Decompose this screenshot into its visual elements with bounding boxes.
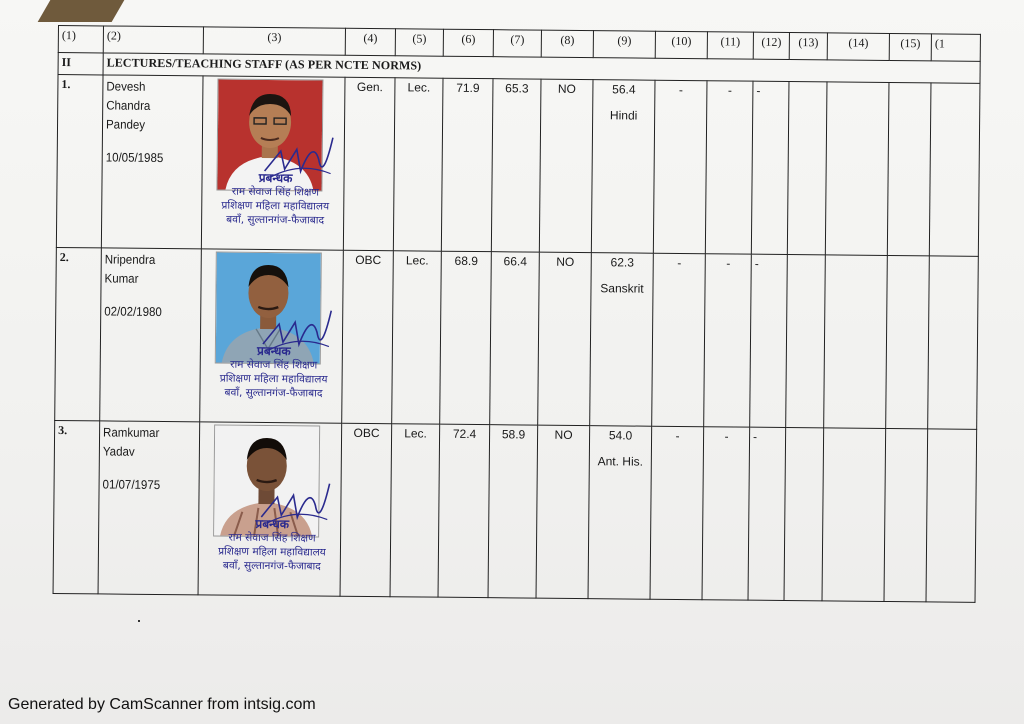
- manager-stamp: [210, 168, 341, 241]
- staff-name-last: Yadav: [102, 444, 135, 459]
- column-header: (4): [345, 28, 395, 55]
- col10-cell: -: [650, 426, 704, 599]
- staff-name-first: Ramkumar: [103, 425, 160, 440]
- scanner-footer: Generated by CamScanner from intsig.com: [8, 696, 316, 713]
- date-of-birth: 02/02/1980: [104, 304, 162, 320]
- stamp-line: प्रशिक्षण महिला महाविद्यालय: [219, 372, 328, 386]
- col7-cell: 58.9: [488, 425, 538, 598]
- staff-name-first: Devesh Chandra: [106, 79, 151, 113]
- manager-stamp: [208, 341, 339, 414]
- col9-score: 62.3: [610, 255, 634, 270]
- col7-cell: 65.3: [491, 79, 541, 252]
- table-row: [56, 75, 980, 257]
- empty-cell: [824, 255, 888, 429]
- serial-number: 3.: [53, 420, 100, 593]
- col12-cell: -: [751, 81, 789, 254]
- category-cell: OBC: [340, 423, 392, 596]
- stamp-line: बवाँ, सुल्तानगंज-फैजाबाद: [224, 386, 323, 400]
- stamp-title: प्रबन्धक: [258, 170, 293, 186]
- serial-number: 2.: [55, 247, 102, 420]
- category-cell: Gen.: [343, 77, 395, 250]
- column-header: (7): [493, 30, 541, 57]
- photo-cell: [200, 249, 344, 423]
- col9-cell: [588, 426, 652, 600]
- col9-subject: Ant. His.: [597, 454, 644, 469]
- section-number: II: [58, 53, 103, 75]
- col9-score: 56.4: [612, 82, 636, 97]
- stamp-line: प्रशिक्षण महिला महाविद्यालय: [221, 199, 330, 213]
- column-header: (13): [789, 33, 827, 60]
- col6-cell: 68.9: [440, 251, 492, 424]
- column-header: (3): [203, 27, 345, 55]
- column-header: (15): [889, 33, 931, 60]
- empty-cell: [929, 83, 980, 256]
- col7-cell: 66.4: [490, 252, 540, 425]
- signature-icon: [259, 304, 340, 365]
- photo-cell: [201, 76, 345, 250]
- empty-cell: [786, 255, 826, 428]
- name-cell: [101, 75, 203, 249]
- name-cell: [100, 248, 202, 422]
- column-header: (12): [753, 32, 789, 59]
- ink-dot: [138, 620, 140, 622]
- col12-cell: -: [750, 254, 788, 427]
- col6-cell: 71.9: [441, 78, 493, 251]
- stamp-title: प्रबन्धक: [255, 516, 290, 532]
- col9-score: 54.0: [608, 428, 633, 443]
- col9-cell: [591, 80, 655, 254]
- staff-name-first: Nripendra: [104, 252, 156, 267]
- table-row: [55, 247, 979, 429]
- page-corner-edge: [38, 0, 125, 22]
- column-header: (10): [655, 31, 707, 58]
- section-title: LECTURES/TEACHING STAFF (AS PER NCTE NORMS): [103, 53, 980, 83]
- column-header: (1: [931, 34, 980, 61]
- column-header: (6): [443, 29, 493, 56]
- column-header: (14): [827, 33, 889, 61]
- stamp-line: प्रशिक्षण महिला महाविद्यालय: [218, 545, 326, 559]
- column-header: (2): [103, 26, 203, 54]
- empty-cell: [787, 82, 827, 255]
- empty-cell: [825, 82, 889, 256]
- signature-icon: [260, 131, 341, 192]
- designation-cell: Lec.: [392, 251, 442, 424]
- col11-cell: -: [704, 254, 752, 427]
- col9-subject: Sanskrit: [600, 281, 644, 296]
- stamp-line: राम सेवाज सिंह शिक्षण: [228, 531, 316, 545]
- designation-cell: Lec.: [390, 424, 440, 597]
- stamp-line: राम सेवाज सिंह शिक्षण: [231, 185, 320, 199]
- column-header: (8): [541, 30, 593, 57]
- col8-cell: NO: [536, 425, 590, 598]
- photo-cell: [198, 422, 342, 596]
- staff-name-last: Kumar: [104, 271, 139, 286]
- stamp-line: बवाँ, सुल्तानगंज-फैजाबाद: [222, 559, 321, 573]
- staff-table: [53, 25, 981, 603]
- empty-cell: [887, 82, 931, 255]
- stamp-title: प्रबन्धक: [257, 343, 291, 359]
- manager-stamp: [207, 514, 338, 587]
- col9-cell: [590, 253, 654, 427]
- col8-cell: NO: [539, 79, 593, 252]
- empty-cell: [886, 255, 930, 428]
- col12-cell: -: [748, 427, 786, 600]
- empty-cell: [928, 256, 979, 429]
- staff-table-sheet: [52, 25, 980, 612]
- col11-cell: -: [702, 427, 750, 600]
- table-row: [53, 420, 977, 602]
- col9-subject: Hindi: [609, 108, 638, 123]
- empty-cell: [822, 428, 886, 602]
- empty-cell: [884, 428, 928, 601]
- serial-number: 1.: [56, 75, 103, 248]
- col11-cell: -: [705, 81, 753, 254]
- col10-cell: -: [653, 80, 707, 253]
- col6-cell: 72.4: [438, 424, 490, 597]
- col10-cell: -: [652, 253, 706, 426]
- date-of-birth: 10/05/1985: [105, 150, 164, 166]
- column-header: (1): [58, 26, 103, 53]
- column-header: (9): [593, 31, 655, 59]
- column-header: (5): [395, 29, 443, 56]
- col8-cell: NO: [538, 252, 592, 425]
- staff-name-last: Pandey: [105, 117, 146, 132]
- designation-cell: Lec.: [393, 78, 443, 251]
- signature-icon: [257, 477, 338, 538]
- empty-cell: [926, 429, 977, 602]
- column-header: (11): [707, 32, 753, 59]
- date-of-birth: 01/07/1975: [102, 477, 161, 493]
- name-cell: [98, 421, 200, 595]
- stamp-line: बवाँ, सुल्तानगंज-फैजाबाद: [226, 213, 325, 227]
- category-cell: OBC: [342, 250, 394, 423]
- empty-cell: [784, 428, 824, 601]
- stamp-line: राम सेवाज सिंह शिक्षण: [230, 358, 318, 372]
